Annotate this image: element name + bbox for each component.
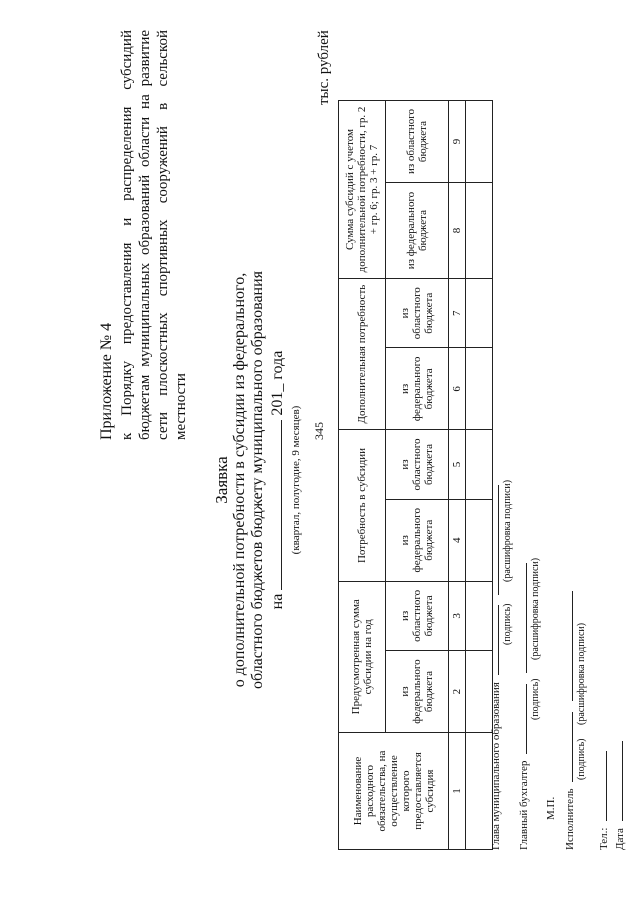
period-blank[interactable] xyxy=(269,420,282,590)
phone-line[interactable] xyxy=(596,751,607,821)
decode-hint: (расшифровка подписи) xyxy=(576,622,587,725)
heading-line-1: о дополнительной потребности в субсидии из федерального, xyxy=(231,272,248,688)
document-heading xyxy=(213,100,305,860)
document-page xyxy=(18,20,626,880)
period-year: 201_ года xyxy=(269,350,286,416)
accountant-label: Главный бухгалтер xyxy=(518,760,530,850)
sign-hint: (подпись) xyxy=(530,678,541,720)
sub-regional: из областного бюджета xyxy=(386,278,449,347)
sub-federal: из федерального бюджета xyxy=(386,499,449,581)
col-number: 4 xyxy=(449,499,466,581)
period-hint: (квартал, полугодие, 9 месяцев) xyxy=(290,405,302,555)
signature-line[interactable] xyxy=(488,605,499,675)
sub-federal: из федерального бюджета xyxy=(386,183,449,279)
decode-hint: (расшифровка подписи) xyxy=(530,557,541,660)
date-label: Дата xyxy=(614,828,626,850)
executor-label: Исполнитель xyxy=(564,788,576,850)
phone-label: Тел.: xyxy=(598,827,610,850)
appendix-text: к Порядку предоставления и распределения субсидий бюджетам муниципальных образований области на развитие сети плоскостных спортивных сооружений в сельской местности xyxy=(119,30,189,440)
table-number-row xyxy=(449,101,466,850)
group-header-planned: Предусмотренная сумма субсидии на год xyxy=(339,581,386,732)
signature-block xyxy=(488,370,628,850)
group-header-additional: Дополнительная потребность xyxy=(339,278,386,429)
decode-line[interactable] xyxy=(516,563,527,673)
col-number: 5 xyxy=(449,430,466,499)
col-number: 9 xyxy=(449,101,466,183)
document-title: Заявка xyxy=(212,456,231,504)
col-number: 6 xyxy=(449,348,466,430)
units-label: тыс. рублей xyxy=(316,30,332,105)
date-line[interactable] xyxy=(612,741,623,821)
mp-label: М.П. xyxy=(545,796,557,820)
page-number: 345 xyxy=(312,422,326,440)
col-name-header: Наименование расходного обязательства, на осуществление которого предоставляется субсидия xyxy=(339,733,449,850)
col-number: 8 xyxy=(449,183,466,279)
signature-executor xyxy=(562,370,590,850)
group-header-total: Сумма субсидий с учетом дополнительной потребности, гр. 2 + гр. 6; гр. 3 + гр. 7 xyxy=(339,101,386,279)
sub-regional: из областного бюджета xyxy=(386,101,449,183)
date-row xyxy=(612,370,628,850)
decode-hint: (расшифровка подписи) xyxy=(502,479,513,582)
col-number: 3 xyxy=(449,581,466,650)
signature-line[interactable] xyxy=(562,712,573,782)
sub-regional: из областного бюджета xyxy=(386,581,449,650)
table-header-row xyxy=(339,101,386,850)
col-number: 1 xyxy=(449,733,466,850)
signature-head xyxy=(488,370,516,850)
heading-line-2: областного бюджетов бюджету муниципального образования xyxy=(249,270,266,690)
sign-hint: (подпись) xyxy=(502,603,513,645)
table-cell[interactable] xyxy=(466,101,493,183)
stamp-place xyxy=(544,370,562,850)
decode-line[interactable] xyxy=(488,485,499,595)
sign-hint: (подпись) xyxy=(576,738,587,780)
sub-federal: из федерального бюджета xyxy=(386,348,449,430)
col-number: 7 xyxy=(449,278,466,347)
period-prefix: на xyxy=(269,593,286,610)
table-cell[interactable] xyxy=(466,183,493,279)
signature-accountant xyxy=(516,370,544,850)
group-header-need: Потребность в субсидии xyxy=(339,430,386,581)
sub-regional: из областного бюджета xyxy=(386,430,449,499)
col-number: 2 xyxy=(449,651,466,733)
phone-row xyxy=(596,370,612,850)
head-label: Глава муниципального образования xyxy=(490,682,502,850)
appendix-block xyxy=(98,30,190,440)
period-line xyxy=(269,100,287,860)
signature-line[interactable] xyxy=(516,684,527,754)
appendix-title: Приложение № 4 xyxy=(98,322,115,440)
sub-federal: из федерального бюджета xyxy=(386,651,449,733)
table-cell[interactable] xyxy=(466,278,493,347)
subsidy-table xyxy=(338,100,493,850)
decode-line[interactable] xyxy=(562,591,573,701)
